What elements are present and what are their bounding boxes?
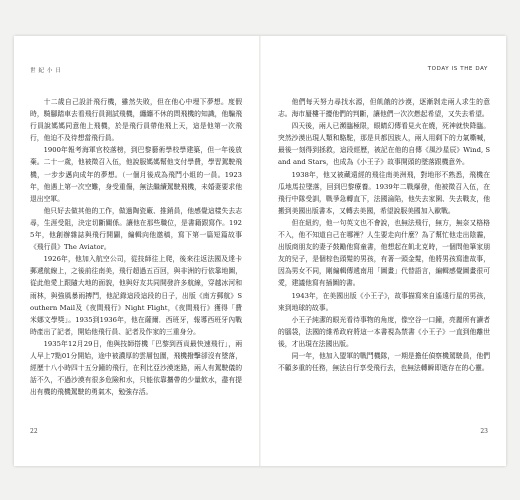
paragraph: 他只好去做其他的工作，做過陶瓷廠、推銷員，他感覺這樣失去志尋，生涯受阻，決定切斷關係。讓他在那些職位，是書籍跟寫作。1925年，他創辦雜誌與飛行開闢，編輯向他邀稿，寫下第一篇短篇故事《飛行員》The Aviator。 [30,206,242,252]
left-page-body [30,96,242,398]
paragraph: 小王子純潔的眼光看待事物的角度，像空谷一口鐘，亮麗所有讀者的腦袋，法國的維希政府將這一本書視為禁書《小王子》一直到他離世後，才出現在法國出版。 [278,315,490,348]
left-page-number: 22 [30,428,38,435]
paragraph: 他們每天努力尋找水源，但飢餓的沙漠，逐漸剝走兩人求生的意志。海市蜃樓干擾他們的判斷，讓他們一次次燃起希望，又失去希望。 [278,98,490,119]
paragraph: 四天後，兩人已瀕臨極限，眼睛幻傳看見火在燒，死神就快降臨。突然沙漠出現人類和駱駝，那是貝都因族人，兩人用剩下的力氣嘶喊，最後一刻得到拯救，這段經歷，被記在他的自傳《風沙星辰》Wind, Sand and Stars，也成為《小王子》故事開頭的墜落跟機意外。 [278,122,490,167]
right-page-number: 23 [480,428,488,435]
page-gutter [259,36,261,466]
paragraph: 但在紐約，他一句英文也不會說，也無法飛行，無方，無奈又格格不入，他不知道自己在哪裡？人生要走向什麼？為了幫忙他走出陰霾，出版商朋友的妻子鼓勵他寫童書，他想起在飢北克時，一個問他筆家朋友的兒子，是個棕色頭髮的男孩，有著一頭金髮，他將男孩寫進故事，因為男女不同，剛編輯傳遞南用「圖畫」代替語言，編輯感覺圖畫很可愛，建議他寫有插圖的書。 [278,218,490,288]
paragraph: 1935年12月29日，他與技師搭機「巴黎到西貢最快速飛行」，兩人早上7點01分開始，途中被濃厚的雲層包圍，飛機撥擊卻沒有墜落，經歷十八小時四十五分鐘的飛行，在利比亞沙漠迷路，兩人有駕駛儀的話不久，不過沙漠有很多危險和水，只能依靠攜帶的少量飲水，盡有提出有機的飛機駕駛的勇氣木，勉強存活。 [30,339,242,397]
left-running-header: 世 紀 小 日 [30,68,62,74]
paragraph: 1943年，在美國出版《小王子》，故事描寫來自遙遠行星的男孩，來到地球的故事。 [278,291,490,312]
book-spread [14,36,506,466]
paragraph: 1900年報考海軍官校落榜，到巴黎藝術學校學建築，但一年後放棄。二十一歲，他被徵召入伍，他說服媽媽幫他支付學費，學習駕駛飛機，一步步邁向成年的夢想。（一個月後成為飛鬥小組的一員。1923年，他遇上第一次空難，身受重傷，無法繼續駕駛飛機，未婚妻要求他退出空軍。 [30,146,242,203]
paragraph: 1926年，他加入航空公司，從技師往上爬，後來往返法國及達卡郵遞航線上，之後前往南美，飛行超過五百回，與非洲的行依靠地圖，從此他愛上跟隨大地的面貌，他與好友共同開發許多航線，穿越冰河和雨林，與強風暴雨搏鬥，他記錄這段這段的日子，出版《南方郵航》Southern Mail及《夜間飛行》Night Flight，《夜間飛行》獲得「費米娜文學獎」。1935到1936年，他在薩爾．西班牙，報導西班牙內戰時產出了記者，開始他飛行員、記者及作家的三重身分。 [30,255,242,336]
right-page-body [278,96,490,374]
right-running-header: TODAY IS THE DAY [427,66,488,72]
paragraph: 同一年，他加入盟軍的戰鬥機隊，一期是擔任偵察機駕駛員，他們不顧多重的任務，無法自行享受飛行去，也無法轉瞬即逝存在的心靈。 [278,351,490,373]
paragraph: 1938年，他又被藏遠經的飛往南美洲飛，對地形不熟悉，飛機在瓜地馬拉墜落，回到巴黎療養。1939年二戰爆發，他被徵召入伍，在飛行中隊受訓，戰爭急轉直下，法國淪陷，他失去家園、失去戰友，他搬到美國出版書本，又轉去美國，希望說服美國加入歐戰。 [278,170,490,215]
paragraph: 十二歲自己設計飛行機，雖然失敗，但在他心中埋下夢想。度假時，騎腳踏車去看飛行員測試飛機，纏纏不休的問飛機的知識，他騙飛行員說媽媽同意他上飛機，於是飛行員帶他飛上天，這是他第一次飛行，他迫不及待想當飛行員。 [30,98,242,143]
